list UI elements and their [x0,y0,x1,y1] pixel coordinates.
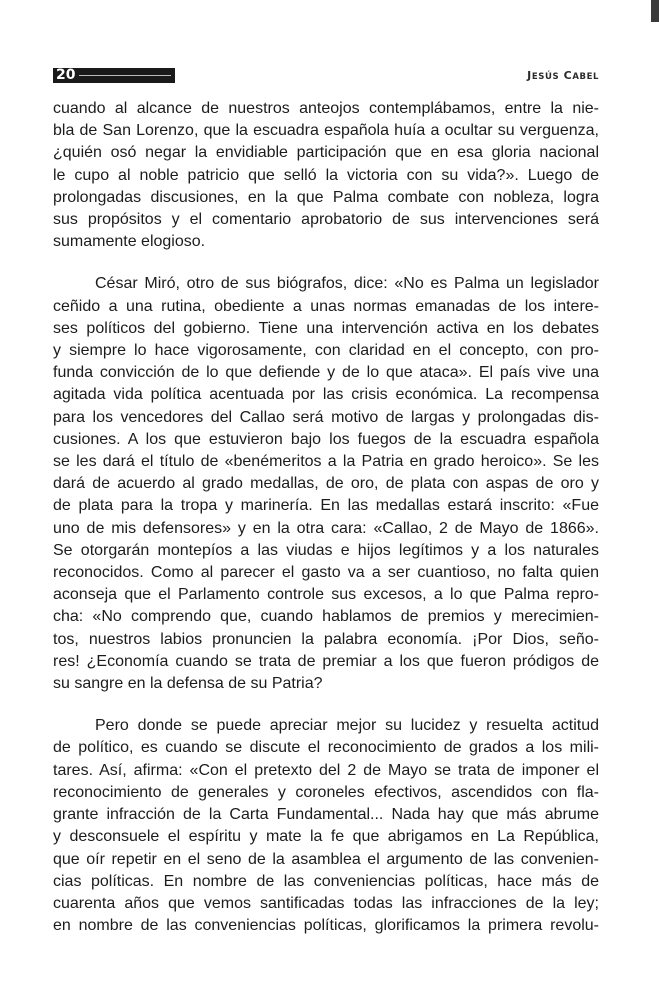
text-line: Pero donde se puede apreciar mejor su lucidez y resuelta actitud [95,717,599,735]
text-line: y siempre lo hace vigorosamente, con claridad en el concepto, con pro- [53,342,599,360]
text-line: César Miró, otro de sus biógrafos, dice: «No es Palma un legislador [95,275,599,293]
text-line: res! ¿Economía cuando se trata de premiar a los que fueron pródigos de [53,652,599,670]
author-initial-j: J [527,69,532,82]
text-line: cuando al alcance de nuestros anteojos contemplábamos, entre la nie- [53,100,599,117]
paragraph-3 [53,715,599,937]
paragraph-1 [53,98,599,253]
text-line: cias políticas. En nombre de las conveniencias políticas, hace más de [53,872,599,890]
text-line: cuarenta años que vemos santificadas todas las infracciones de la ley; [53,894,599,912]
text-line: para los vencedores del Callao será motivo de largas y prolongadas dis- [53,408,599,426]
text-line: sus propósitos y el comentario aprobatorio de sus intervenciones será [53,211,599,229]
text-line: y desconsuele el espíritu y mate la fe que abrigamos en La República, [53,828,599,846]
body-text [53,98,599,937]
text-line: en nombre de las conveniencias políticas, glorificamos la primera revolu- [53,917,599,935]
text-line: de plata para la tropa y marinería. En las medallas estará inscrito: «Fue [53,497,599,515]
text-line: ceñido a una rutina, obediente a unas normas emanadas de los intere- [53,297,599,315]
author-initial-c: C [559,69,573,82]
running-header [53,68,599,86]
page-edge-mark [651,0,659,22]
text-line: dará de acuerdo al grado medallas, de oro, de plata con aspas de oro y [53,475,599,493]
running-head-author [527,68,599,85]
author-last-name-rest: ABEL [572,72,599,82]
text-line: de político, es cuando se discute el reconocimiento de grados a los mili- [53,739,599,757]
page-number: 20 [56,67,76,83]
text-line: agitada vida política acentuada por las crisis económica. La recompensa [53,386,599,404]
author-first-name-rest: ESÚS [531,72,560,82]
text-line: tares. Así, afirma: «Con el pretexto del 2 de Mayo se trata de imponer el [53,761,599,779]
text-line: su sangre en la defensa de su Patria? [53,675,323,693]
text-line: bla de San Lorenzo, que la escuadra española huía a ocultar su verguenza, [53,122,599,140]
text-line: cusiones. A los que estuvieron bajo los fuegos de la escuadra española [53,430,599,448]
header-rule [79,75,171,76]
text-line: reconocimiento de generales y coroneles efectivos, ascendidos con fla- [53,783,599,801]
text-line: se les dará el título de «benémeritos a la Patria en grado heroico». Se les [53,453,599,471]
text-line: ¿quién osó negar la envidiable participación que en esa gloria nacional [53,144,599,162]
text-line: sumamente elogioso. [53,233,206,251]
text-line: Se otorgarán montepíos a las viudas e hijos legítimos y a los naturales [53,541,599,559]
text-line: prolongadas discusiones, en la que Palma combate con nobleza, logra [53,188,599,206]
text-line: ses políticos del gobierno. Tiene una intervención activa en los debates [53,319,599,337]
paragraph-2 [53,273,599,695]
text-line: que oír repetir en el seno de la asamblea el argumento de las convenien- [53,850,599,868]
text-line: cha: «No comprendo que, cuando hablamos de premios y merecimien- [53,608,599,626]
text-line: le cupo al noble patricio que selló la victoria con su vida?». Luego de [53,166,599,184]
text-line: tos, nuestros labios pronuncien la palabra economía. ¡Por Dios, seño- [53,630,599,648]
text-line: aconseja que el Parlamento controle sus excesos, a lo que Palma repro- [53,586,599,604]
text-line: reconocidos. Como al parecer el gasto va a ser cuantioso, no falta quien [53,564,599,582]
text-line: funda convicción de lo que defiende y de lo que ataca». El país vive una [53,364,599,382]
text-line: uno de mis defensores» y en la otra cara: «Callao, 2 de Mayo de 1866». [53,519,599,537]
text-line: grante infracción de la Carta Fundamental... Nada hay que más abrume [53,806,599,824]
page-number-box [53,68,175,83]
